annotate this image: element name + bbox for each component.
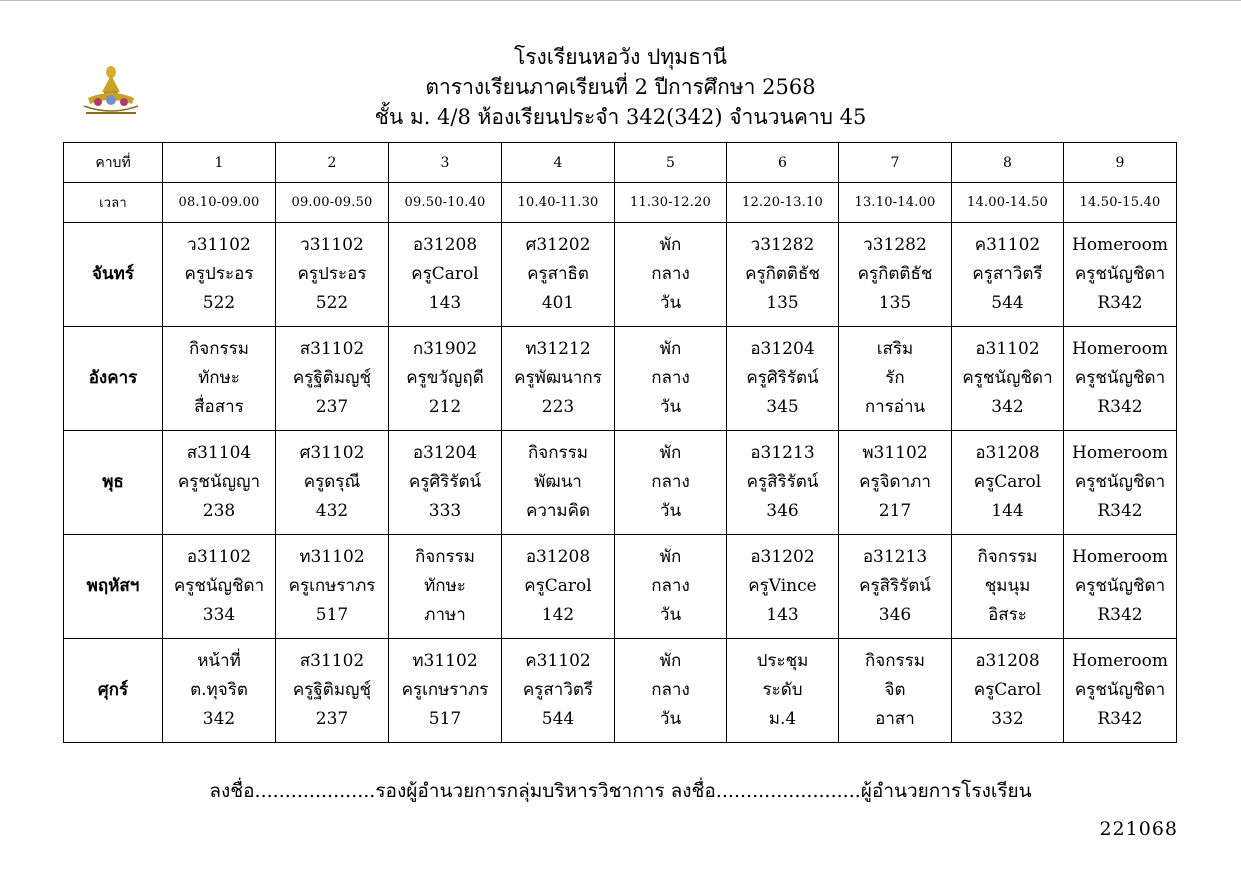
top-border (0, 0, 1241, 1)
teacher-name: ครูสิริรัตน์ (746, 472, 819, 492)
schedule-cell (727, 431, 839, 535)
teacher-name: ครูCarol (411, 264, 479, 284)
room-number: 346 (878, 605, 912, 625)
subject-code: ค31102 (525, 651, 591, 671)
teacher-name: กลาง (651, 264, 690, 284)
time-slot: 09.50-10.40 (389, 183, 502, 223)
teacher-name: ครูกิตติธัช (857, 264, 933, 284)
room-number: 217 (878, 501, 912, 521)
day-row (64, 639, 1177, 743)
room-number: วัน (659, 605, 682, 625)
subject-code: ค31102 (974, 235, 1041, 255)
teacher-name: ครูศิริรัตน์ (408, 472, 482, 492)
document-number: 221068 (1099, 818, 1178, 840)
schedule-cell (389, 431, 502, 535)
schedule-cell (163, 223, 276, 327)
room-number: อาสา (875, 709, 915, 729)
room-number: 544 (991, 293, 1024, 313)
schedule-cell (276, 639, 389, 743)
teacher-name: ครูจิดาภา (859, 472, 931, 492)
room-number: วัน (659, 709, 682, 729)
day-name: พุธ (64, 431, 163, 535)
schedule-cell (1064, 223, 1177, 327)
schedule-cell (1064, 327, 1177, 431)
subject-code: ก31902 (412, 339, 478, 359)
subject-code: ศ31202 (525, 235, 591, 255)
header (0, 42, 1241, 132)
time-slot: 09.00-09.50 (276, 183, 389, 223)
time-slot: 10.40-11.30 (502, 183, 615, 223)
teacher-name: ครูสาธิต (527, 264, 589, 284)
room-number: 432 (315, 501, 349, 521)
schedule-cell (1064, 431, 1177, 535)
period-number: 3 (389, 143, 502, 183)
subject-code: Homeroom (1072, 651, 1168, 671)
timetable (63, 142, 1177, 743)
period-number: 2 (276, 143, 389, 183)
school-name: โรงเรียนหอวัง ปทุมธานี (513, 45, 728, 69)
schedule-cell (389, 327, 502, 431)
teacher-name: ระดับ (762, 680, 803, 700)
period-header-row (64, 143, 1177, 183)
teacher-name: ครูชนัญชิดา (1074, 472, 1166, 492)
schedule-cell (389, 639, 502, 743)
room-number: 135 (878, 293, 912, 313)
room-number: 346 (766, 501, 799, 521)
teacher-name: กลาง (651, 472, 690, 492)
teacher-name: ครูขวัญฤดี (406, 368, 484, 388)
room-number: ม.4 (768, 709, 797, 729)
subject-code: Homeroom (1072, 235, 1168, 255)
subject-code: พัก (659, 651, 682, 671)
day-name: ศุกร์ (64, 639, 163, 743)
time-slot: 12.20-13.10 (727, 183, 839, 223)
period-number: 8 (952, 143, 1064, 183)
room-number: 238 (202, 501, 236, 521)
schedule-cell (163, 639, 276, 743)
schedule-cell (276, 327, 389, 431)
period-label: คาบที่ (64, 143, 163, 183)
teacher-name: ครูชนัญชิดา (962, 368, 1053, 388)
schedule-cell (502, 535, 615, 639)
schedule-cell (502, 639, 615, 743)
room-number: 342 (202, 709, 236, 729)
room-number: วัน (659, 501, 682, 521)
subject-code: อ31204 (412, 443, 478, 463)
subject-code: อ31208 (975, 443, 1040, 463)
teacher-name: ครูสาวิตรี (972, 264, 1043, 284)
schedule-cell (952, 223, 1064, 327)
teacher-name: ครูพัฒนากร (514, 368, 602, 388)
schedule-cell (727, 327, 839, 431)
room-number: 345 (766, 397, 799, 417)
schedule-cell (952, 535, 1064, 639)
room-number: วัน (659, 397, 682, 417)
room-number: R342 (1097, 293, 1143, 313)
schedule-cell (1064, 535, 1177, 639)
teacher-name: ครูศิริรัตน์ (746, 368, 819, 388)
teacher-name: ครูCarol (973, 680, 1042, 700)
subject-code: ประชุม (756, 651, 809, 671)
day-name: อังคาร (64, 327, 163, 431)
teacher-name: ครูCarol (524, 576, 592, 596)
subject-code: ว31102 (187, 235, 251, 255)
schedule-cell (1064, 639, 1177, 743)
time-row (64, 183, 1177, 223)
subject-code: ส31104 (186, 443, 252, 463)
room-number: 401 (541, 293, 575, 313)
room-number: 517 (315, 605, 349, 625)
schedule-cell (163, 327, 276, 431)
room-number: 142 (541, 605, 575, 625)
schedule-cell (163, 431, 276, 535)
room-number: 237 (315, 709, 349, 729)
room-number: 143 (766, 605, 799, 625)
teacher-name: ชุมนุม (984, 576, 1031, 596)
period-number: 4 (502, 143, 615, 183)
subject-code: ท31102 (412, 651, 478, 671)
teacher-name: พัฒนา (534, 472, 582, 492)
subject-code: อ31102 (186, 547, 252, 567)
room-number: ความคิด (525, 501, 591, 521)
room-number: R342 (1097, 605, 1143, 625)
room-number: อิสระ (988, 605, 1027, 625)
day-row (64, 327, 1177, 431)
teacher-name: ครูฐิติมญชุ์ (292, 680, 372, 700)
schedule-cell (276, 223, 389, 327)
room-number: การอ่าน (864, 397, 926, 417)
subject-code: ส31102 (299, 651, 365, 671)
schedule-cell (276, 535, 389, 639)
day-row (64, 223, 1177, 327)
class-info: ชั้น ม. 4/8 ห้องเรียนประจำ 342(342) จำนวนคาบ 45 (374, 105, 867, 129)
teacher-name: ครูประอร (184, 264, 254, 284)
subject-code: อ31204 (750, 339, 815, 359)
room-number: 332 (991, 709, 1024, 729)
schedule-cell (615, 431, 727, 535)
schedule-cell (727, 639, 839, 743)
schedule-cell (727, 223, 839, 327)
subject-code: ว31102 (300, 235, 364, 255)
schedule-cell (502, 223, 615, 327)
schedule-cell (502, 431, 615, 535)
subject-code: พัก (659, 443, 682, 463)
teacher-name: ครูCarol (973, 472, 1042, 492)
schedule-cell (163, 535, 276, 639)
teacher-name: ทักษะ (198, 368, 240, 388)
teacher-name: กลาง (651, 368, 690, 388)
teacher-name: ครูชนัญญา (177, 472, 261, 492)
schedule-cell (615, 327, 727, 431)
subject-code: อ31213 (750, 443, 815, 463)
room-number: 334 (202, 605, 236, 625)
period-number: 6 (727, 143, 839, 183)
teacher-name: ครูประอร (297, 264, 367, 284)
room-number: 144 (991, 501, 1024, 521)
subject-code: อ31102 (975, 339, 1040, 359)
room-number: 135 (766, 293, 799, 313)
room-number: 143 (428, 293, 462, 313)
time-label: เวลา (64, 183, 163, 223)
schedule-cell (389, 535, 502, 639)
period-number: 5 (615, 143, 727, 183)
teacher-name: กลาง (651, 576, 690, 596)
teacher-name: ครูสาวิตรี (522, 680, 594, 700)
teacher-name: ครูสิริรัตน์ (859, 576, 931, 596)
schedule-cell (952, 639, 1064, 743)
teacher-name: ครูชนัญชิดา (1074, 368, 1166, 388)
subject-code: Homeroom (1072, 339, 1168, 359)
schedule-cell (502, 327, 615, 431)
teacher-name: จิต (884, 680, 906, 700)
day-name: จันทร์ (64, 223, 163, 327)
subject-code: Homeroom (1072, 443, 1168, 463)
signature-line: ลงชื่อ....................รองผู้อำนวยการกลุ่มบริหารวิชาการ ลงชื่อ........................ผู้อำนวยการโรงเรียน (209, 780, 1032, 802)
time-slot: 08.10-09.00 (163, 183, 276, 223)
teacher-name: ครูชนัญชิดา (1074, 264, 1166, 284)
subject-code: กิจกรรม (527, 443, 588, 463)
room-number: 342 (991, 397, 1024, 417)
teacher-name: ครูชนัญชิดา (1074, 576, 1166, 596)
schedule-cell (727, 535, 839, 639)
room-number: R342 (1097, 501, 1143, 521)
subject-code: ท31102 (299, 547, 365, 567)
schedule-cell (839, 431, 952, 535)
schedule-cell (276, 431, 389, 535)
subject-code: อ31208 (975, 651, 1040, 671)
schedule-cell (389, 223, 502, 327)
time-slot: 14.00-14.50 (952, 183, 1064, 223)
subject-code: ศ31102 (299, 443, 365, 463)
subject-code: พัก (659, 339, 682, 359)
subject-code: กิจกรรม (414, 547, 475, 567)
teacher-name: ครูเกษราภร (401, 680, 489, 700)
subject-code: พัก (659, 235, 682, 255)
subject-code: Homeroom (1072, 547, 1168, 567)
room-number: 237 (315, 397, 349, 417)
subject-code: อ31208 (412, 235, 478, 255)
subject-code: ท31212 (525, 339, 591, 359)
subject-code: พัก (659, 547, 682, 567)
schedule-cell (952, 327, 1064, 431)
subject-code: กิจกรรม (188, 339, 249, 359)
room-number: R342 (1097, 397, 1143, 417)
schedule-cell (615, 535, 727, 639)
room-number: 522 (202, 293, 236, 313)
teacher-name: รัก (885, 368, 905, 388)
time-slot: 13.10-14.00 (839, 183, 952, 223)
teacher-name: ต.ทุจริต (190, 680, 248, 700)
schedule-cell (615, 639, 727, 743)
schedule-cell (839, 327, 952, 431)
schedule-cell (839, 639, 952, 743)
room-number: 522 (315, 293, 349, 313)
subject-code: กิจกรรม (864, 651, 925, 671)
subject-code: อ31202 (750, 547, 815, 567)
teacher-name: ครูฐิติมญชุ์ (292, 368, 372, 388)
teacher-name: ครูเกษราภร (288, 576, 376, 596)
teacher-name: กลาง (651, 680, 690, 700)
room-number: 212 (428, 397, 462, 417)
subject-code: อ31208 (525, 547, 591, 567)
time-slot: 11.30-12.20 (615, 183, 727, 223)
day-row (64, 535, 1177, 639)
teacher-name: ครูดรุณี (303, 472, 361, 492)
period-number: 9 (1064, 143, 1177, 183)
room-number: สื่อสาร (194, 397, 244, 417)
day-row (64, 431, 1177, 535)
room-number: ภาษา (424, 605, 466, 625)
teacher-name: ครูVince (748, 576, 817, 596)
room-number: 544 (541, 709, 575, 729)
subject-code: พ31102 (862, 443, 928, 463)
room-number: 333 (428, 501, 462, 521)
subject-code: ว31282 (750, 235, 815, 255)
subject-code: อ31213 (862, 547, 928, 567)
subject-code: หน้าที่ (197, 651, 241, 671)
subject-code: กิจกรรม (977, 547, 1038, 567)
term-title: ตารางเรียนภาคเรียนที่ 2 ปีการศึกษา 2568 (425, 75, 816, 99)
day-name: พฤหัสฯ (64, 535, 163, 639)
period-number: 1 (163, 143, 276, 183)
room-number: 517 (428, 709, 462, 729)
schedule-cell (839, 223, 952, 327)
room-number: วัน (659, 293, 682, 313)
time-slot: 14.50-15.40 (1064, 183, 1177, 223)
room-number: R342 (1097, 709, 1143, 729)
schedule-cell (615, 223, 727, 327)
teacher-name: ครูชนัญชิดา (1074, 680, 1166, 700)
period-number: 7 (839, 143, 952, 183)
teacher-name: ครูชนัญชิดา (173, 576, 265, 596)
teacher-name: ครูกิตติธัช (745, 264, 820, 284)
subject-code: เสริม (876, 339, 914, 359)
schedule-cell (839, 535, 952, 639)
teacher-name: ทักษะ (424, 576, 466, 596)
schedule-cell (952, 431, 1064, 535)
room-number: 223 (541, 397, 575, 417)
subject-code: ว31282 (863, 235, 927, 255)
subject-code: ส31102 (299, 339, 365, 359)
